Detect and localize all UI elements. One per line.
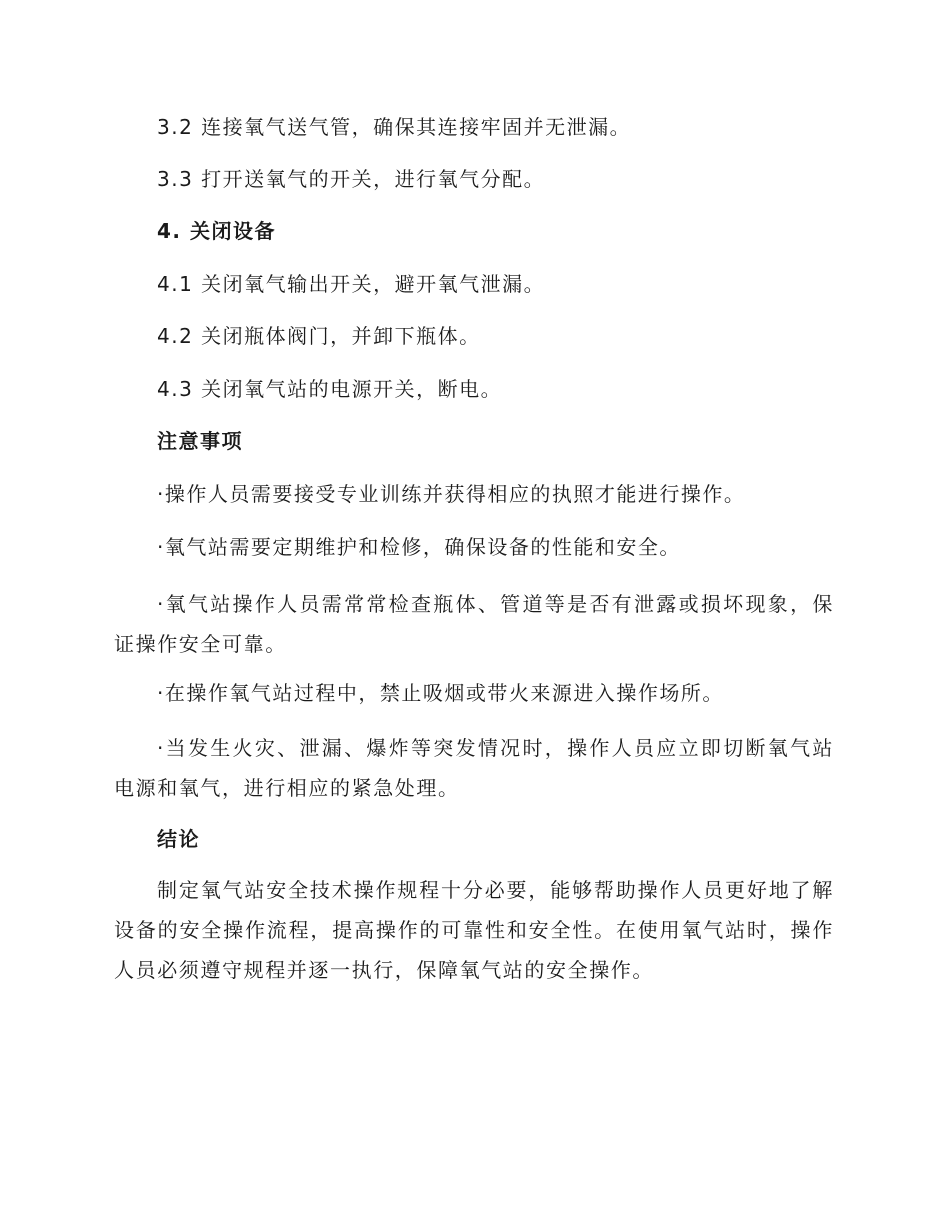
section-heading-conclusion: 结论 [157,827,200,851]
note-bullet: ·氧气站需要定期维护和检修，确保设备的性能和安全。 [157,535,681,559]
section-heading-close-equipment: 4. 关闭设备 [157,219,276,243]
step-4-2: 4.2 关闭瓶体阀门，并卸下瓶体。 [157,324,481,348]
note-bullet: ·当发生火灾、泄漏、爆炸等突发情况时，操作人员应立即切断氧气站电源和氧气，进行相应的紧急处理。 [114,736,834,800]
step-4-1: 4.1 关闭氧气输出开关，避开氧气泄漏。 [157,272,546,296]
step-3-3: 3.3 打开送氧气的开关，进行氧气分配。 [157,167,546,191]
note-bullet: ·操作人员需要接受专业训练并获得相应的执照才能进行操作。 [157,482,746,506]
note-bullet: ·氧气站操作人员需常常检查瓶体、管道等是否有泄露或损坏现象，保证操作安全可靠。 [114,592,834,656]
note-bullet: ·在操作氧气站过程中，禁止吸烟或带火来源进入操作场所。 [157,681,724,705]
step-4-3: 4.3 关闭氧气站的电源开关，断电。 [157,377,503,401]
section-heading-notes: 注意事项 [157,429,243,453]
conclusion-paragraph: 制定氧气站安全技术操作规程十分必要，能够帮助操作人员更好地了解设备的安全操作流程，提高操作的可靠性和安全性。在使用氧气站时，操作人员必须遵守规程并逐一执行，保障氧气站的安全操作。 [114,878,834,982]
step-3-2: 3.2 连接氧气送气管，确保其连接牢固并无泄漏。 [157,115,632,139]
